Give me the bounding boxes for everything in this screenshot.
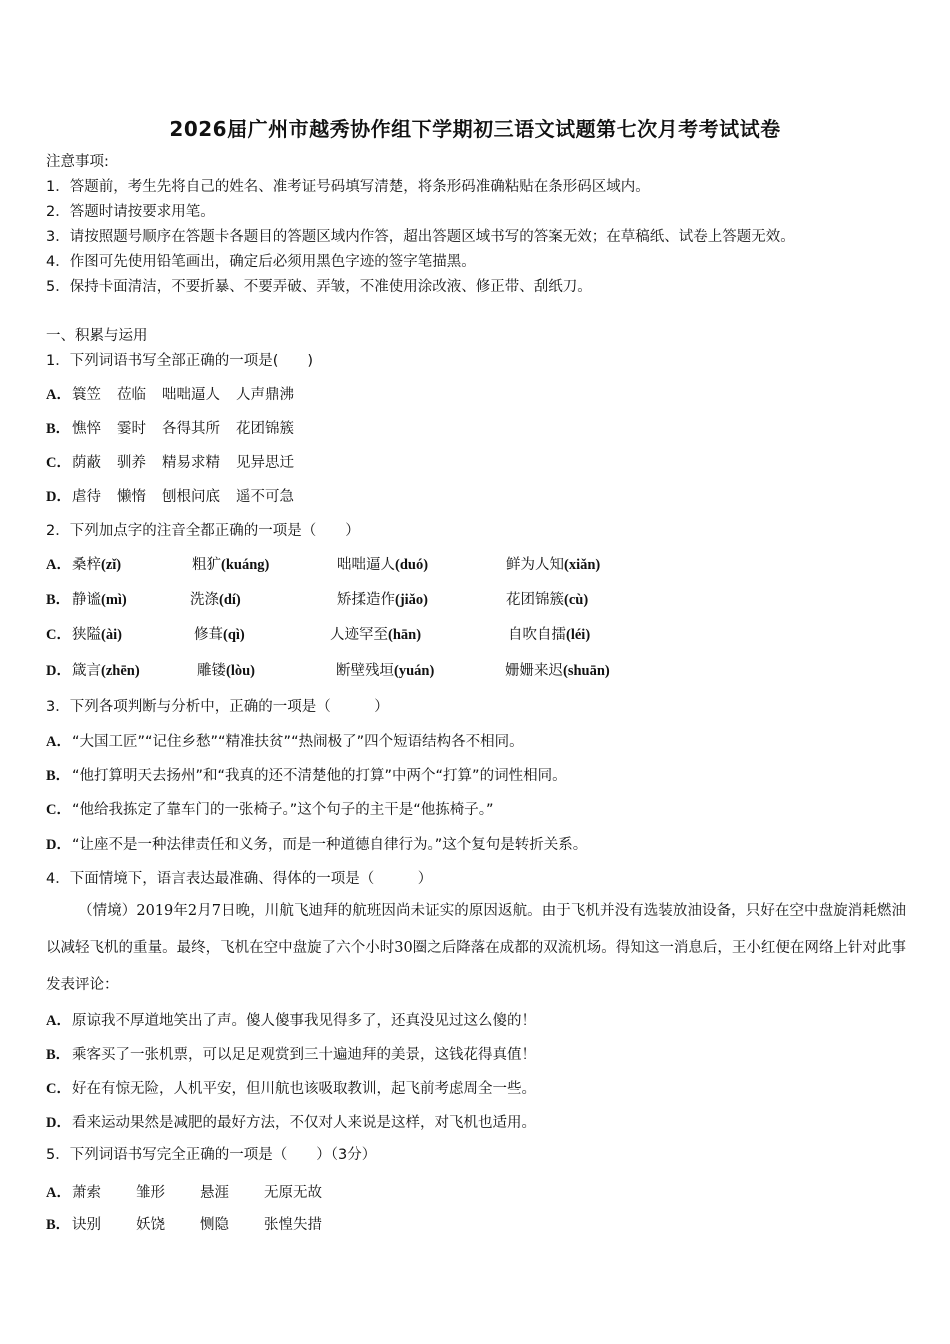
q4-option-d: D．看来运动果然是减肥的最好方法，不仅对人来说是这样，对飞机也适用。 bbox=[46, 1115, 536, 1131]
q5-option-a: A．萧索 雏形 悬涯 无原无故 bbox=[46, 1185, 322, 1201]
q1-option-a: A．簑笠 莅临 咄咄逼人 人声鼎沸 bbox=[46, 387, 294, 403]
q3-option-c: C．“他给我拣定了靠车门的一张椅子。”这个句子的主干是“他拣椅子。” bbox=[46, 802, 494, 818]
q4-passage: （情境）2019年2月7日晚，川航飞迪拜的航班因尚未证实的原因返航。由于飞机并没有选装放油设备，只好在空中盘旋消耗燃油以减轻飞机的重量。最终，飞机在空中盘旋了六个小时30圈之后降落在成都的双流机场。得知这一消息后，王小红便在网络上针对此事发表评论： bbox=[46, 903, 906, 993]
exam-title: 2026届广州市越秀协作组下学期初三语文试题第七次月考考试试卷 bbox=[169, 117, 781, 141]
notice-item: 2．答题时请按要求用笔。 bbox=[46, 204, 215, 220]
q2-option-b: B． 静谧(mì) 洗涤(dí) 矫揉造作(jiǎo) 花团锦簇(cù) bbox=[46, 592, 589, 608]
q1-option-d: D．虐待 懒惰 刨根问底 遥不可急 bbox=[46, 489, 294, 505]
q4-option-a: A．原谅我不厚道地笑出了声。傻人傻事我见得多了，还真没见过这么傻的！ bbox=[46, 1013, 536, 1029]
q5-option-b: B． 诀别 妖饶 恻隐 张惶失措 bbox=[46, 1217, 322, 1233]
q2-option-a: A．桑梓(zǐ) 粗犷(kuáng) 咄咄逼人(duó) 鲜为人知(xiǎn) bbox=[46, 557, 601, 573]
question-4-stem: 4．下面情境下，语言表达最准确、得体的一项是（ ） bbox=[46, 871, 433, 887]
question-5-stem: 5．下列词语书写完全正确的一项是（ ）（3分） bbox=[46, 1147, 377, 1163]
question-1-stem: 1．下列词语书写全部正确的一项是( ) bbox=[46, 353, 314, 369]
section-heading: 一、积累与运用 bbox=[46, 328, 148, 344]
notice-item: 3．请按照题号顺序在答题卡各题目的答题区域内作答，超出答题区域书写的答案无效；在草稿纸、试卷上答题无效。 bbox=[46, 229, 795, 245]
notice-heading: 注意事项: bbox=[46, 154, 109, 170]
q3-option-a: A．“大国工匠”“记住乡愁”“精准扶贫”“热闹极了”四个短语结构各不相同。 bbox=[46, 734, 524, 750]
q3-option-d: D．“让座不是一种法律责任和义务，而是一种道德自律行为。”这个复句是转折关系。 bbox=[46, 837, 588, 853]
q1-option-b: B． 憔悴 霎时 各得其所 花团锦簇 bbox=[46, 421, 294, 437]
question-3-stem: 3．下列各项判断与分析中，正确的一项是（ ） bbox=[46, 699, 389, 715]
question-2-stem: 2．下列加点字的注音全都正确的一项是（ ） bbox=[46, 523, 360, 539]
notice-item: 1．答题前，考生先将自己的姓名、准考证号码填写清楚，将条形码准确粘贴在条形码区域内。 bbox=[46, 179, 650, 195]
q4-option-b: B． 乘客买了一张机票，可以足足观赏到三十遍迪拜的美景，这钱花得真值！ bbox=[46, 1047, 536, 1063]
q2-option-d: D．箴言(zhēn) 雕镂(lòu) 断壁残垣(yuán) 姗姗来迟(shuān) bbox=[46, 663, 610, 679]
notice-item: 4．作图可先使用铅笔画出，确定后必须用黑色字迹的签字笔描黑。 bbox=[46, 254, 476, 270]
q3-option-b: B． “他打算明天去扬州”和“我真的还不清楚他的打算”中两个“打算”的词性相同。 bbox=[46, 768, 567, 784]
q1-option-c: C．荫蔽 驯养 精易求精 见异思迁 bbox=[46, 455, 294, 471]
notice-item: 5．保持卡面清洁，不要折暴、不要弄破、弄皱，不准使用涂改液、修正带、刮纸刀。 bbox=[46, 279, 592, 295]
q4-option-c: C．好在有惊无险，人机平安，但川航也该吸取教训，起飞前考虑周全一些。 bbox=[46, 1081, 536, 1097]
q2-option-c: C．狭隘(ài) 修葺(qì) 人迹罕至(hān) 自吹自擂(léi) bbox=[46, 627, 591, 643]
